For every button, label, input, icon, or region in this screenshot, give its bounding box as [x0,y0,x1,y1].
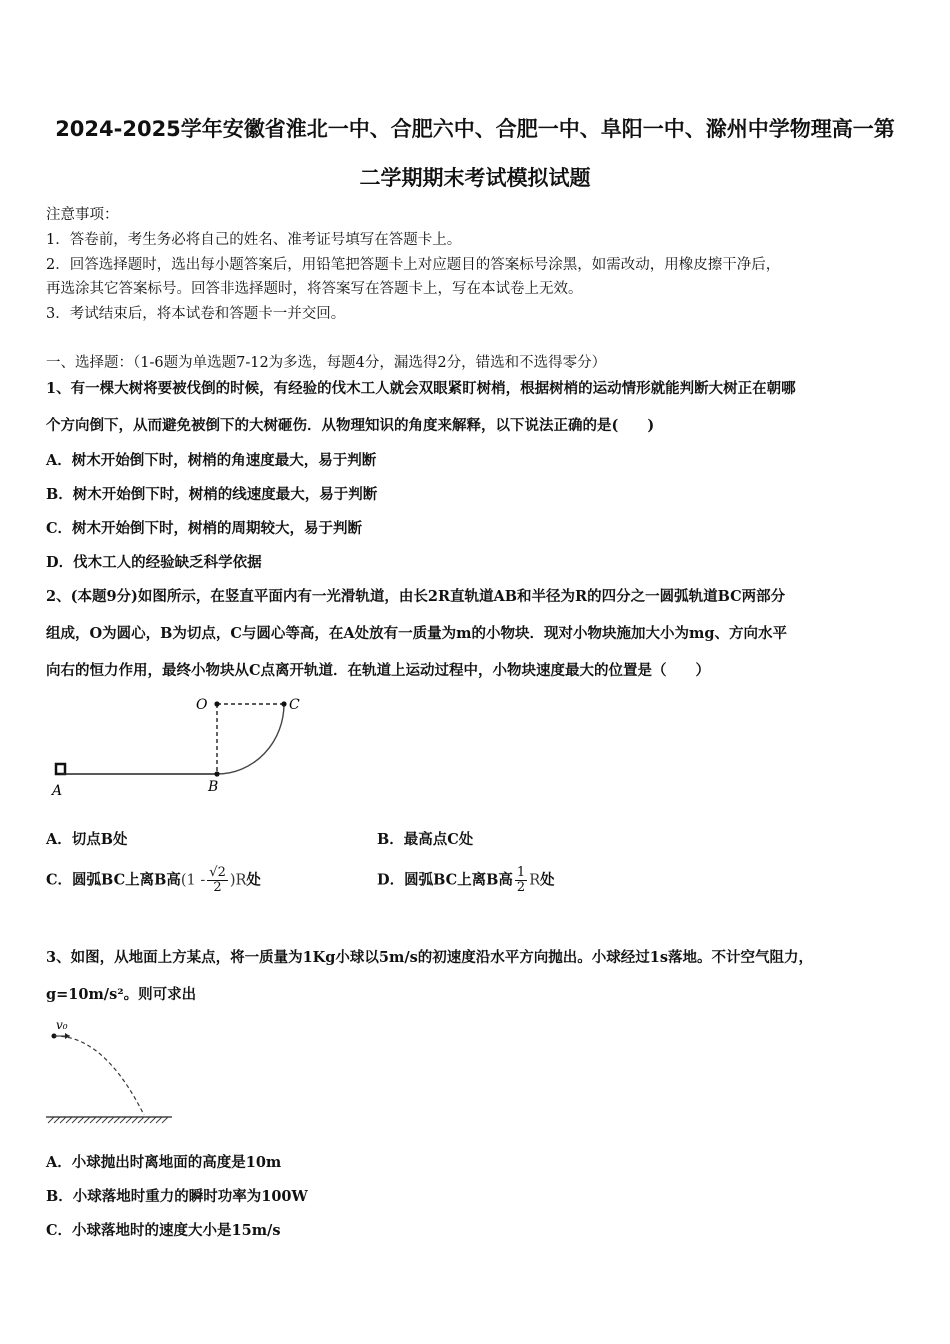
notice-item-2: 2．回答选择题时，选出每小题答案后，用铅笔把答题卡上对应题目的答案标号涂黑，如需改动，用橡皮擦干净后， [46,257,781,273]
q2-option-d-prefix: D．圆弧BC上离B高 [377,871,513,889]
q2-option-c-suffix: 处 [246,871,261,889]
block-icon [56,764,65,774]
notice-item-2-cont: 再选涂其它答案标号。回答非选择题时，将答案写在答题卡上，写在本试卷上无效。 [46,281,583,297]
q2-option-c-sqrt: √2 [209,865,226,880]
q1-option-c: C．树木开始倒下时，树梢的周期较大，易于判断 [46,520,363,537]
q3-option-a: A．小球抛出时离地面的高度是10m [46,1154,282,1171]
q2-option-b: B．最高点C处 [377,831,474,848]
q1-option-b: B．树木开始倒下时，树梢的线速度最大，易于判断 [46,486,378,503]
q2-stem-line1: 2、(本题9分)如图所示，在竖直平面内有一光滑轨道，由长2R直轨道AB和半径为R的四分之一圆弧轨道BC两部分 [46,588,786,605]
q2-option-c-prefix: C．圆弧BC上离B高 [46,871,181,889]
q1-option-a: A．树木开始倒下时，树梢的角速度最大，易于判断 [46,452,377,469]
q2-option-d-num: 1 [516,865,526,880]
trajectory [54,1036,144,1115]
q3-option-c: C．小球落地时的速度大小是15m/s [46,1222,281,1239]
q3-stem-line1: 3、如图，从地面上方某点，将一质量为1Kg小球以5m/s的初速度沿水平方向抛出。小球经过1s落地。不计空气阻力， [46,949,814,966]
label-b: B [208,779,219,795]
q2-option-c [46,866,261,895]
arc-bc [217,704,284,774]
q2-option-d-den: 2 [516,880,526,895]
exam-title-line1: 2024-2025学年安徽省淮北一中、合肥六中、合肥一中、阜阳一中、滁州中学物理高一第 [55,117,895,141]
q2-option-c-fraction [207,866,228,895]
notice-item-3: 3．考试结束后，将本试卷和答题卡一并交回。 [46,306,346,322]
q2-option-c-den: 2 [213,880,222,895]
q2-option-d [377,866,555,895]
notice-item-1: 1．答卷前，考生务必将自己的姓名、准考证号填写在答题卡上。 [46,232,462,248]
point-b [214,771,219,776]
q1-stem-line2: 个方向倒下，从而避免被倒下的大树砸伤．从物理知识的角度来解释，以下说法正确的是( ) [46,417,655,434]
point-c [281,701,286,706]
q2-option-a: A．切点B处 [46,831,128,848]
q3-option-b: B．小球落地时重力的瞬时功率为100W [46,1188,308,1205]
q2-track-figure [46,690,316,802]
label-v0: v₀ [56,1018,68,1032]
q2-option-d-r: R [529,872,541,889]
ground-hatch [48,1117,168,1123]
point-o [214,701,219,706]
q2-option-d-suffix: 处 [540,871,555,889]
q1-stem-line1: 1、有一棵大树将要被伐倒的时候，有经验的伐木工人就会双眼紧盯树梢，根据树梢的运动情形就能判断大树正在朝哪 [46,380,796,397]
q3-projectile-figure [44,1015,176,1131]
notice-heading: 注意事项： [46,207,119,223]
q2-stem-line2: 组成，O为圆心，B为切点，C与圆心等高，在A处放有一质量为m的小物块．现对小物块施加大小为mg、方向水平 [46,625,787,642]
q2-option-d-fraction [515,866,527,895]
q2-option-c-open: (1 - [180,872,206,889]
q2-option-c-close: )R [229,872,247,889]
section-heading: 一、选择题：（1-6题为单选题7-12为多选，每题4分，漏选得2分，错选和不选得零分） [46,355,607,371]
q3-stem-line2: g=10m/s²。则可求出 [46,986,197,1003]
label-o: O [196,697,208,713]
label-a: A [52,783,63,799]
q2-stem-line3: 向右的恒力作用，最终小物块从C点离开轨道．在轨道上运动过程中，小物块速度最大的位置是（ ） [46,662,711,679]
q1-option-d: D．伐木工人的经验缺乏科学依据 [46,554,262,571]
label-c: C [289,697,300,713]
exam-title-line2: 二学期期末考试模拟试题 [359,166,591,190]
